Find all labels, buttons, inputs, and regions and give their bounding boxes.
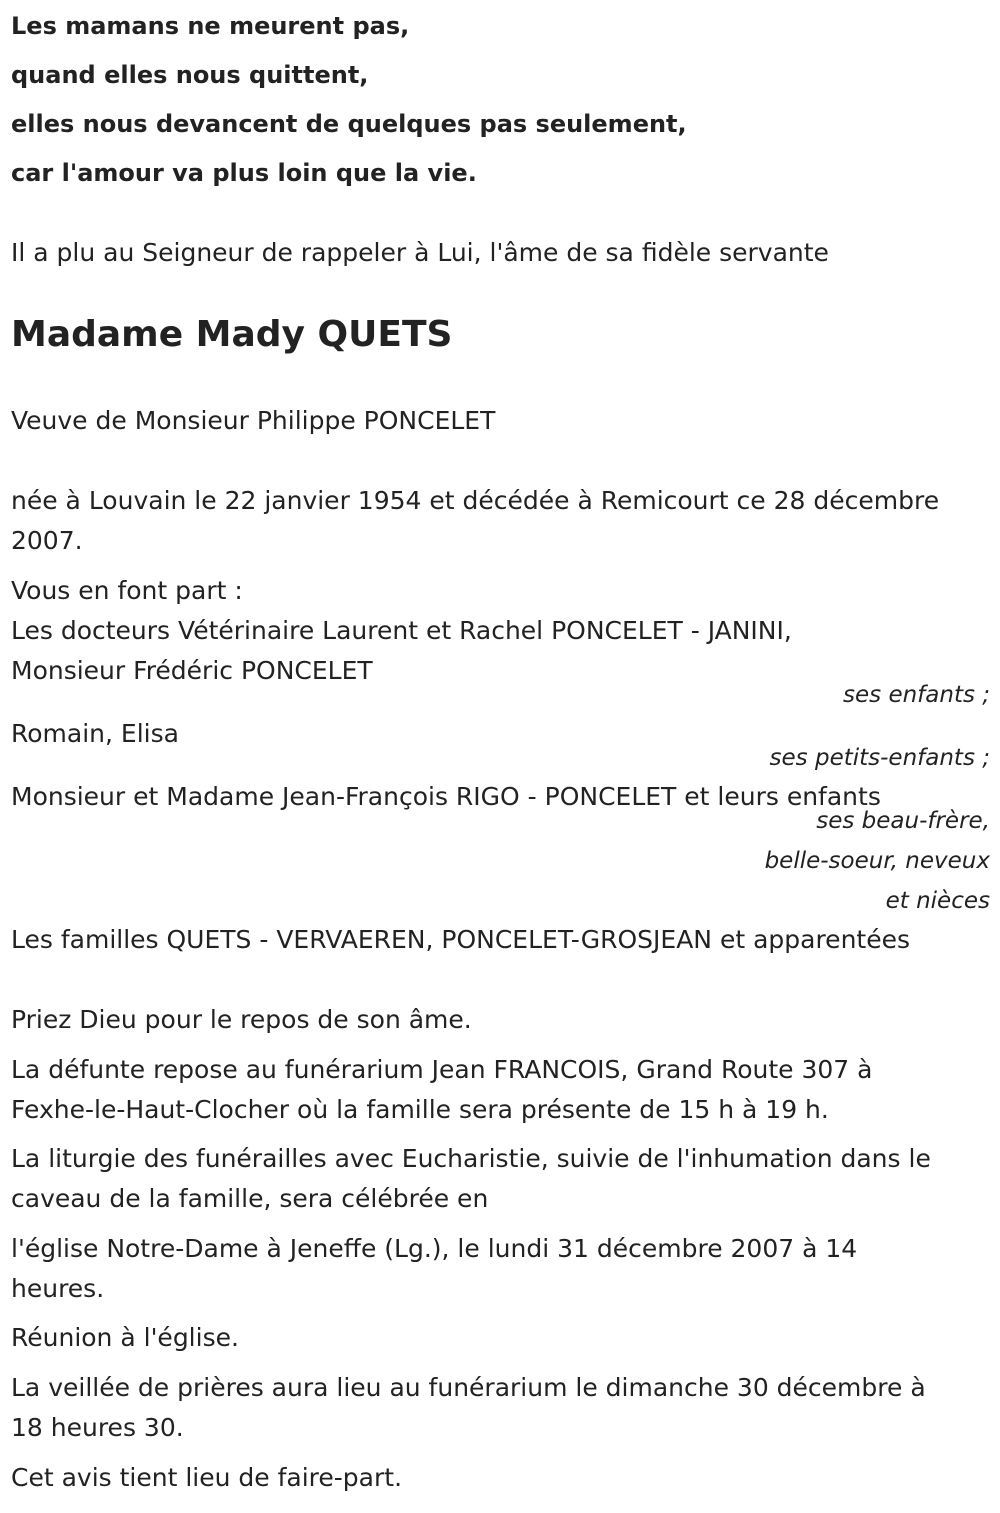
announcers-heading: Vous en font part :: [11, 576, 243, 605]
in-laws-label-3: et nièces: [885, 888, 990, 914]
poem-line-4: car l'amour va plus loin que la vie.: [11, 159, 477, 187]
children-label: ses enfants ;: [843, 682, 990, 708]
poem-line-1: Les mamans ne meurent pas,: [11, 12, 410, 40]
grandchildren: Romain, Elisa: [11, 719, 179, 748]
widow-of: Veuve de Monsieur Philippe PONCELET: [11, 406, 496, 435]
in-laws-label-1: ses beau-frère,: [816, 808, 990, 834]
meeting-text: Réunion à l'église.: [11, 1323, 239, 1352]
poem-line-3: elles nous devancent de quelques pas seulement,: [11, 110, 687, 138]
liturgy-line-1: La liturgie des funérailles avec Eucharistie, suivie de l'inhumation dans le: [11, 1144, 931, 1173]
in-laws: Monsieur et Madame Jean-François RIGO - PONCELET et leurs enfants: [11, 782, 881, 811]
birth-death-line-2: 2007.: [11, 526, 83, 555]
liturgy-line-2: caveau de la famille, sera célébrée en: [11, 1184, 489, 1213]
pray-text: Priez Dieu pour le repos de son âme.: [11, 1005, 472, 1034]
vigil-line-2: 18 heures 30.: [11, 1413, 184, 1442]
families: Les familles QUETS - VERVAEREN, PONCELET-GROSJEAN et apparentées: [11, 925, 910, 954]
deceased-name: Madame Mady QUETS: [11, 314, 453, 355]
rest-line-2: Fexhe-le-Haut-Clocher où la famille sera présente de 15 h à 19 h.: [11, 1095, 829, 1124]
vigil-line-1: La veillée de prières aura lieu au funérarium le dimanche 30 décembre à: [11, 1373, 926, 1402]
poem-line-2: quand elles nous quittent,: [11, 61, 369, 89]
in-laws-label-2: belle-soeur, neveux: [764, 848, 990, 874]
grandchildren-label: ses petits-enfants ;: [769, 745, 990, 771]
children-line-2: Monsieur Frédéric PONCELET: [11, 656, 373, 685]
intro-text: Il a plu au Seigneur de rappeler à Lui, l'âme de sa fidèle servante: [11, 238, 829, 267]
church-line-2: heures.: [11, 1274, 105, 1303]
birth-death-line-1: née à Louvain le 22 janvier 1954 et décédée à Remicourt ce 28 décembre: [11, 486, 940, 515]
rest-line-1: La défunte repose au funérarium Jean FRANCOIS, Grand Route 307 à: [11, 1055, 873, 1084]
notice-text: Cet avis tient lieu de faire-part.: [11, 1463, 403, 1492]
church-line-1: l'église Notre-Dame à Jeneffe (Lg.), le lundi 31 décembre 2007 à 14: [11, 1234, 858, 1263]
children-line-1: Les docteurs Vétérinaire Laurent et Rachel PONCELET - JANINI,: [11, 616, 792, 645]
